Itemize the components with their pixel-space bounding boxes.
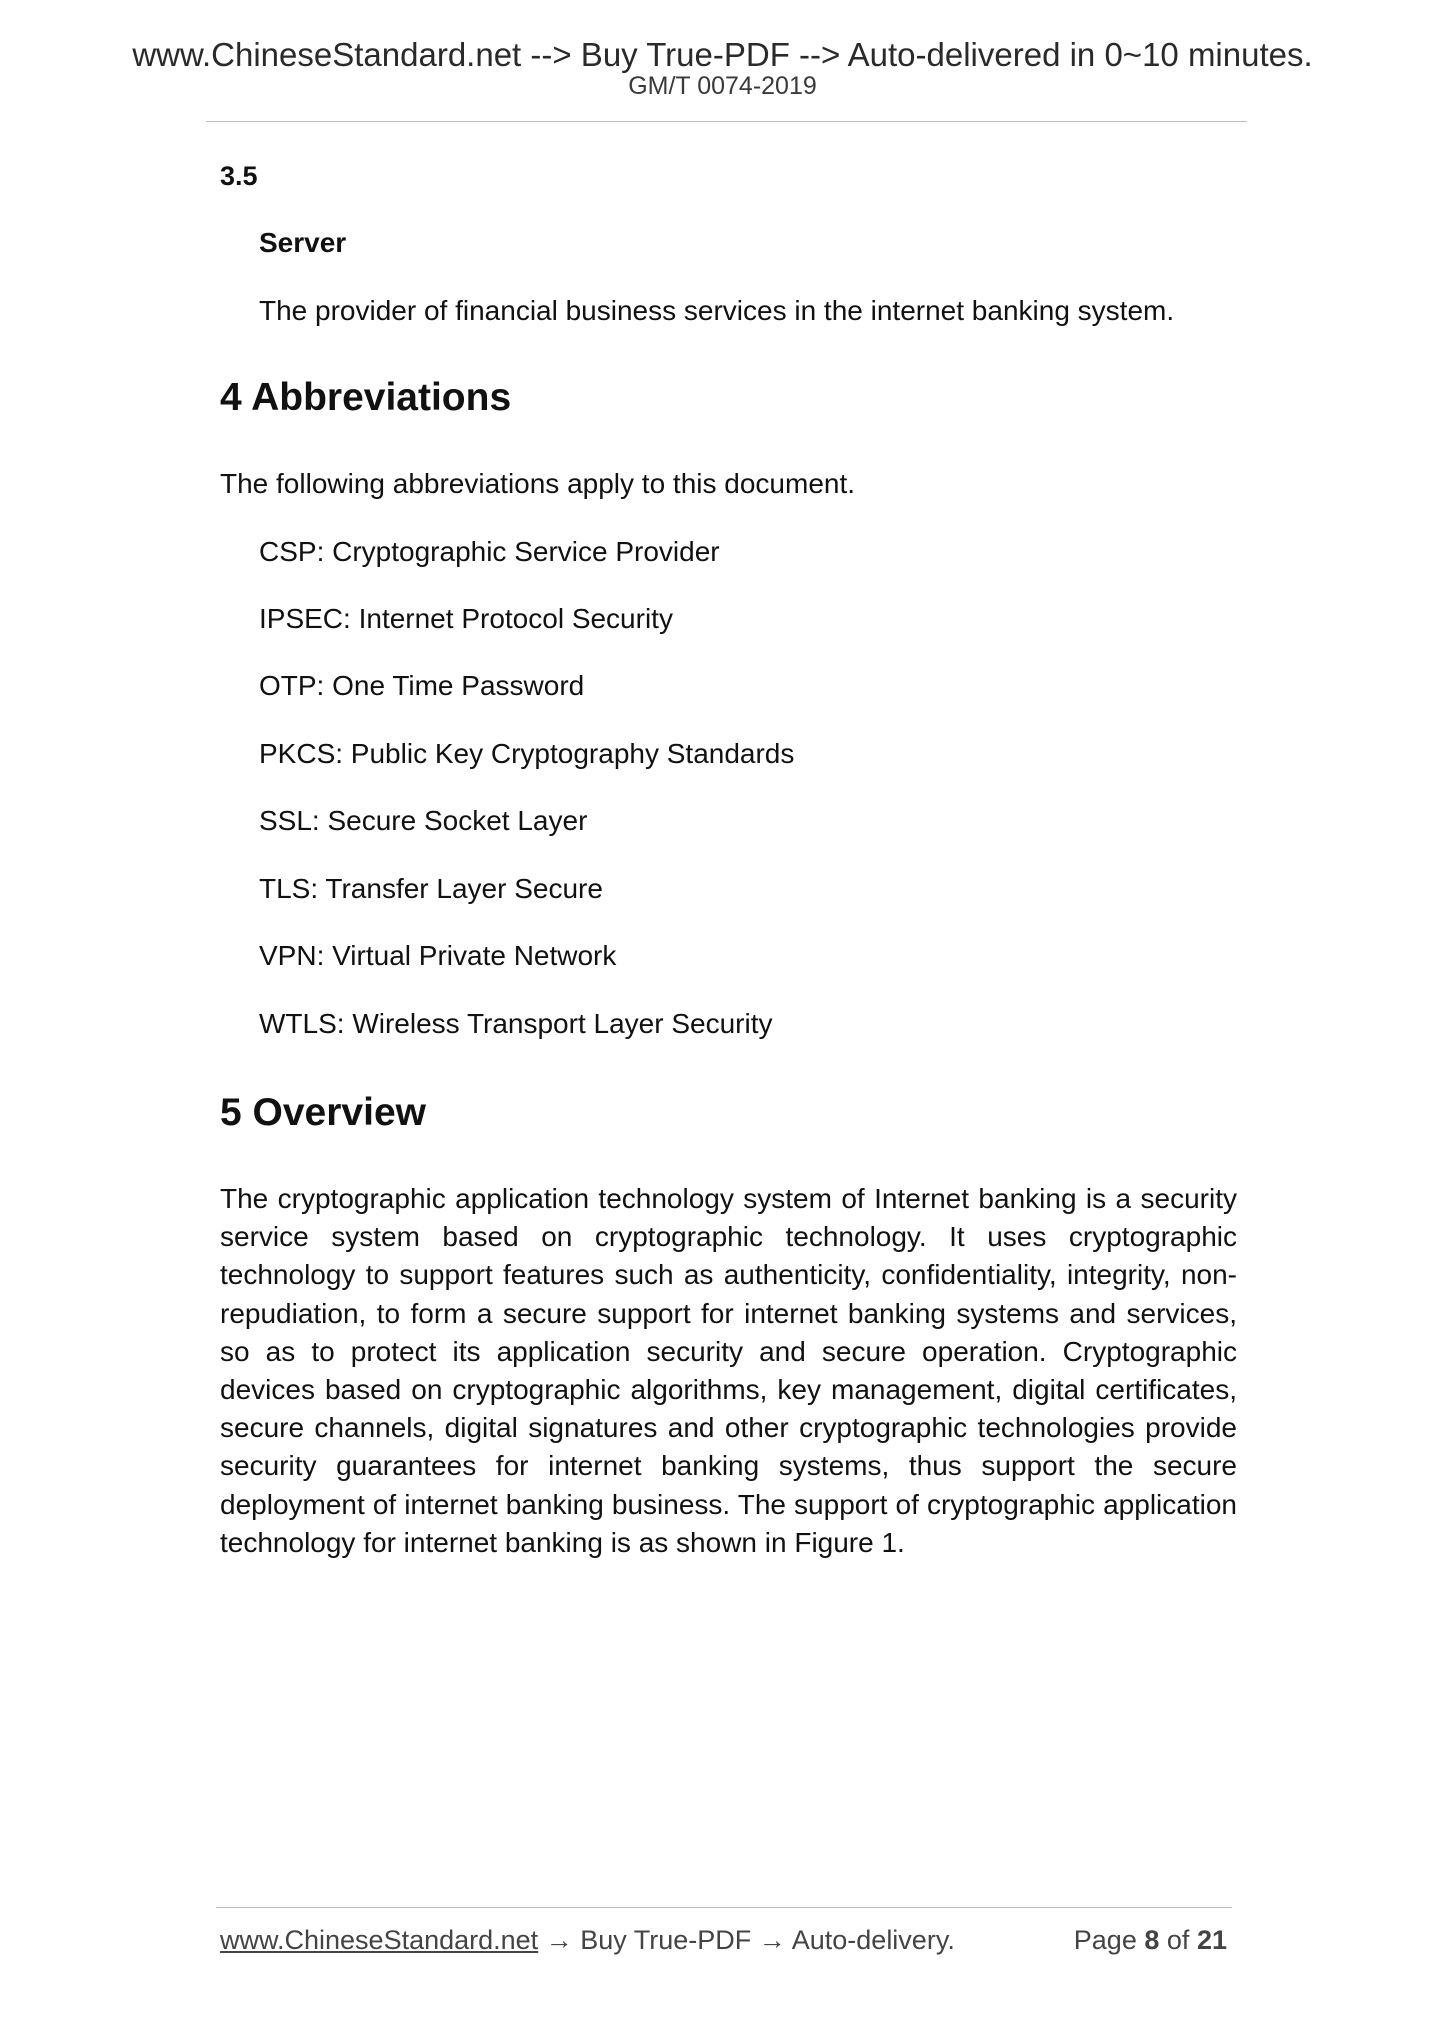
term-title: Server bbox=[259, 227, 347, 258]
section-heading-overview: 5 Overview bbox=[220, 1091, 426, 1134]
abbreviation-item: TLS: Transfer Layer Secure bbox=[259, 873, 603, 904]
section-heading-abbreviations: 4 Abbreviations bbox=[220, 376, 512, 419]
page-number: 8 bbox=[1144, 1925, 1160, 1955]
standard-code: GM/T 0074-2019 bbox=[628, 72, 817, 100]
of-label: of bbox=[1166, 1925, 1190, 1955]
abbreviation-item: VPN: Virtual Private Network bbox=[259, 940, 617, 971]
abbreviation-item: PKCS: Public Key Cryptography Standards bbox=[259, 738, 795, 769]
term-definition: The provider of financial business services in the internet banking system. bbox=[259, 295, 1175, 326]
header-divider bbox=[206, 121, 1247, 122]
footer-left bbox=[220, 1927, 955, 1954]
abbreviation-item: OTP: One Time Password bbox=[259, 670, 585, 701]
header-banner: www.ChineseStandard.net --> Buy True-PDF --> Auto-delivered in 0~10 minutes. bbox=[132, 36, 1313, 73]
abbreviation-item: WTLS: Wireless Transport Layer Security bbox=[259, 1008, 773, 1039]
abbreviation-item: CSP: Cryptographic Service Provider bbox=[259, 536, 720, 567]
footer-link[interactable]: www.ChineseStandard.net bbox=[220, 1925, 539, 1955]
page-indicator bbox=[1074, 1927, 1227, 1954]
total-pages: 21 bbox=[1196, 1925, 1227, 1955]
footer-tail-text: → Buy True-PDF → Auto-delivery. bbox=[538, 1925, 955, 1955]
clause-number: 3.5 bbox=[220, 161, 258, 191]
abbreviation-item: SSL: Secure Socket Layer bbox=[259, 805, 588, 836]
footer-divider bbox=[216, 1907, 1232, 1908]
overview-paragraph: The cryptographic application technology system of Internet banking is a security service system based on cryptographic technology. It uses cryptographic technology to support features such as authenticity, confidentiality, integrity, non-repudiation, to form a secure support for internet banking systems and services, so as to protect its application security and secure operation. Cryptographic devices based on cryptographic algorithms, key management, digital certificates, secure channels, digital signatures and other cryptographic technologies provide security guarantees for internet banking systems, thus support the secure deployment of internet banking business. The support of cryptographic application technology for internet banking is as shown in Figure 1. bbox=[220, 1183, 1237, 1558]
abbreviation-item: IPSEC: Internet Protocol Security bbox=[259, 603, 673, 634]
abbreviations-intro: The following abbreviations apply to this document. bbox=[220, 468, 856, 499]
page-label: Page bbox=[1073, 1925, 1137, 1955]
